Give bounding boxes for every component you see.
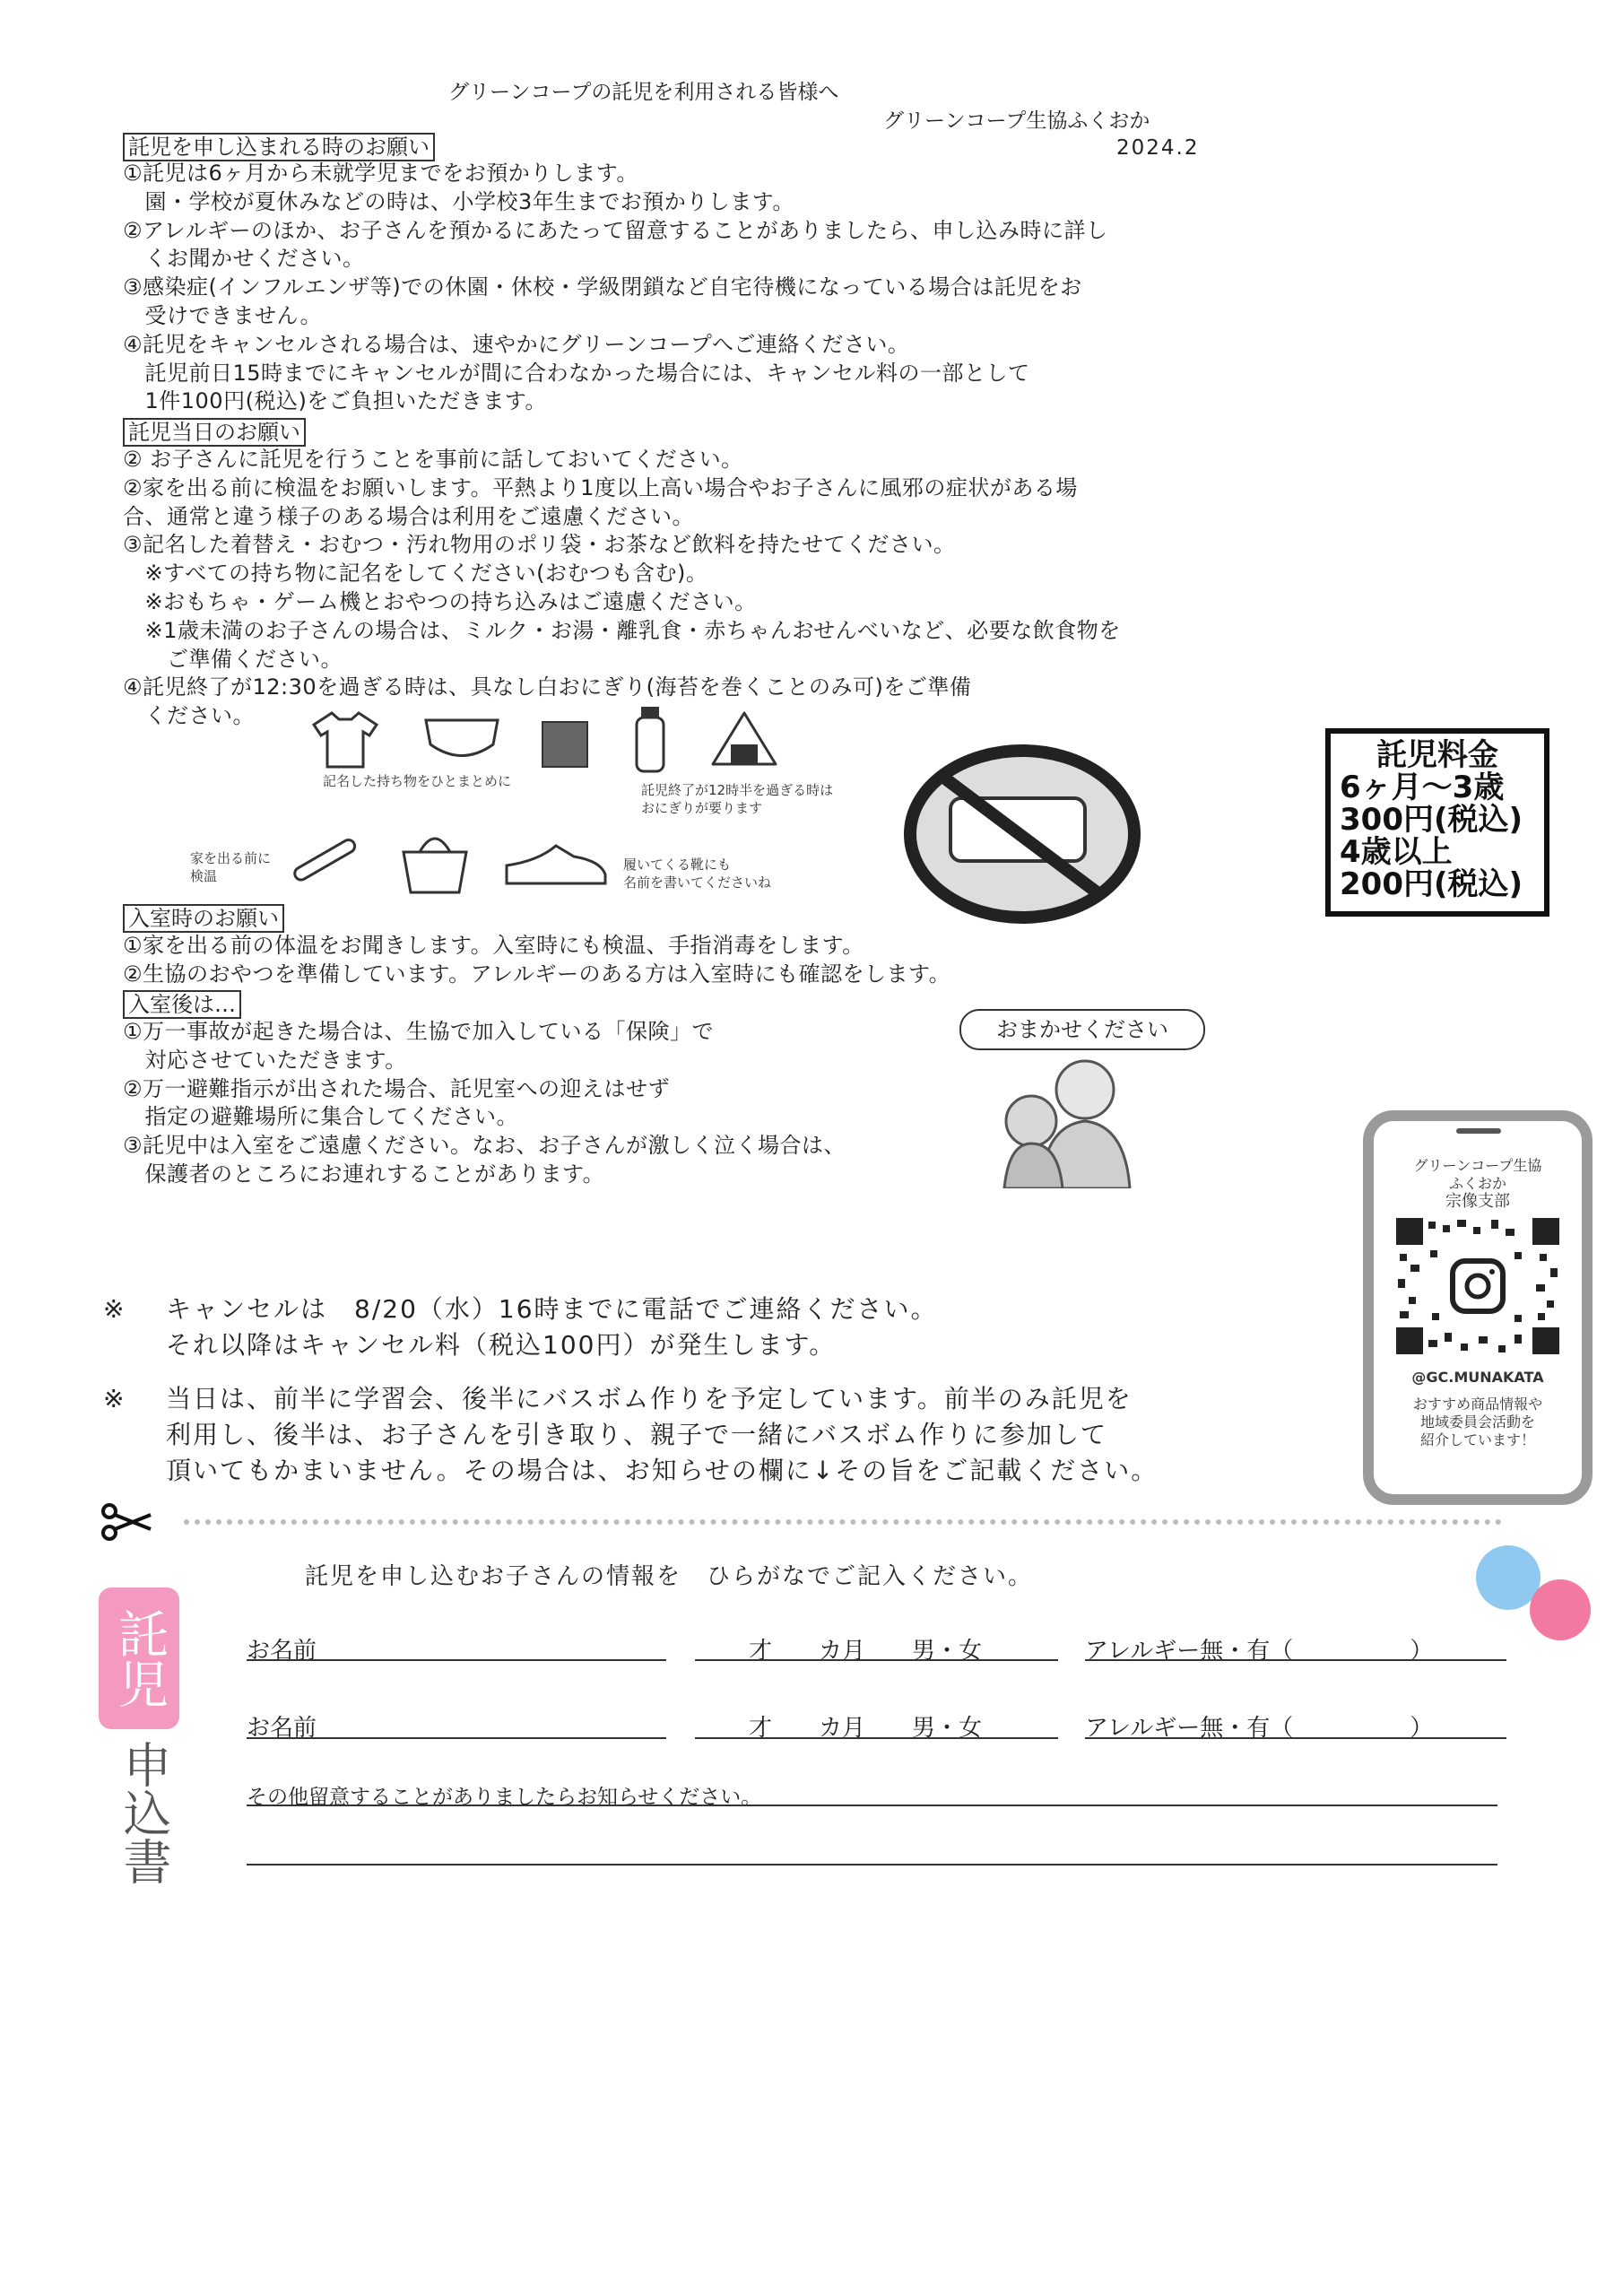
entry-line: ①家を出る前の体温をお聞きします。入室時にも検温、手指消毒をします。 <box>123 933 864 958</box>
apply-line: 1件100円(税込)をご負担いただきます。 <box>123 388 547 414</box>
apply-line: 受けできません。 <box>123 303 322 328</box>
apply-line: ①託児は6ヶ月から未就学児までをお預かりします。 <box>123 161 638 186</box>
form-side-label-pink <box>99 1587 179 1729</box>
child2-age-sex: 才 カ月 男・女 <box>749 1715 983 1742</box>
caption-bundle: 記名した持ち物をひとまとめに <box>323 773 512 789</box>
child1-name-field[interactable] <box>247 1659 666 1661</box>
clothes-icon <box>305 709 386 771</box>
child1-name-label: お名前 <box>247 1638 317 1665</box>
caption-temperature-2: 検温 <box>190 868 218 884</box>
after-line: 指定の避難場所に集合してください。 <box>123 1104 518 1130</box>
dayof-line: ご準備ください。 <box>123 646 343 672</box>
fee-title: 託児料金 <box>1376 737 1498 773</box>
child1-age-sex: 才 カ月 男・女 <box>749 1638 983 1665</box>
dayof-line: 合、通常と違う様子のある場合は利用をご遠慮ください。 <box>123 503 694 529</box>
apply-line: ④託児をキャンセルされる場合は、速やかにグリーンコープへご連絡ください。 <box>123 331 910 357</box>
dayof-line: ④託児終了が12:30を過ぎる時は、具なし白おにぎり(海苔を巻くことのみ可)をご準備 <box>123 674 972 700</box>
thermometer-icon <box>282 830 363 892</box>
decorative-balls <box>1471 1538 1596 1646</box>
child2-allergy: アレルギー無・有（ ） <box>1085 1715 1434 1742</box>
form-side-gray-text: 申込書 <box>116 1740 172 1885</box>
note-mark: ※ <box>103 1384 126 1413</box>
tote-bag-icon <box>395 825 475 897</box>
apply-line: ②アレルギーのほか、お子さんを預かるにあたって留意することがありましたら、申し込み時に詳し <box>123 217 1108 243</box>
childcare-fee-box <box>1325 728 1549 917</box>
caption-shoes-2: 名前を書いてくださいね <box>623 874 772 891</box>
caption-temperature: 家を出る前に <box>190 850 272 866</box>
apply-line: 託児前日15時までにキャンセルが間に合わなかった場合には、キャンセル料の一部として <box>123 360 1030 386</box>
caption-onigiri: 託児終了が12時半を過ぎる時は <box>641 782 834 798</box>
dayof-line: ※1歳未満のお子さんの場合は、ミルク・お湯・離乳食・赤ちゃんおせんべいなど、必要な飲食物を <box>123 617 1121 643</box>
phone-desc-3: 紹介しています！ <box>1419 1431 1535 1448</box>
phone-org-line: グリーンコープ生協 <box>1413 1157 1542 1174</box>
dayof-line: ※おもちゃ・ゲーム機とおやつの持ち込みはご遠慮ください。 <box>123 589 757 614</box>
apply-line: 園・学校が夏休みなどの時は、小学校3年生までお預かりします。 <box>123 188 794 214</box>
fee-price-1: 300円(税込) <box>1340 802 1523 838</box>
shoe-icon <box>502 839 610 892</box>
phone-org-line-2: ふくおか <box>1448 1175 1506 1192</box>
after-line: ①万一事故が起きた場合は、生協で加入している「保険」で <box>123 1019 715 1044</box>
caption-onigiri-2: おにぎりが要ります <box>641 800 763 816</box>
dayof-line: ③記名した着替え・おむつ・汚れ物用のポリ袋・お茶など飲料を持たせてください。 <box>123 532 956 558</box>
dayof-line: ※すべての持ち物に記名をしてください(おむつも含む)。 <box>123 561 708 587</box>
note-line: 頂いてもかまいません。その場合は、お知らせの欄に↓その旨をご記載ください。 <box>166 1456 1159 1485</box>
phone-speaker <box>1456 1128 1501 1134</box>
qr-code-icon <box>1393 1214 1563 1358</box>
other-notes-field-2[interactable] <box>247 1864 1497 1866</box>
apply-section-title: 託児を申し込まれる時のお願い <box>123 133 435 161</box>
note-line: 利用し、後半は、お子さんを引き取り、親子で一緒にバスボム作りに参加して <box>166 1420 1108 1449</box>
apply-line: くお聞かせください。 <box>123 246 365 272</box>
child2-name-label: お名前 <box>247 1715 317 1742</box>
dayof-line: ②家を出る前に検温をお願いします。平熱より1度以上高い場合やお子さんに風邪の症状がある場 <box>123 474 1078 500</box>
after-line: 保護者のところにお連れすることがあります。 <box>123 1161 605 1187</box>
organization-name: グリーンコープ生協ふくおか <box>883 109 1150 133</box>
scissors-icon <box>100 1502 154 1542</box>
child1-age-field[interactable] <box>695 1659 1058 1661</box>
form-side-pink-text: 託児 <box>110 1608 169 1709</box>
greeting-title: グリーンコープの託児を利用される皆様へ <box>448 81 839 104</box>
caregiver-illustration <box>977 1045 1139 1188</box>
fee-age-1: 6ヶ月〜3歳 <box>1340 770 1505 805</box>
dayof-line: ください。 <box>123 703 255 729</box>
other-notes-label: その他留意することがありましたらお知らせください。 <box>247 1786 762 1809</box>
dayof-line: ② お子さんに託児を行うことを事前に話しておいてください。 <box>123 447 743 472</box>
phone-desc-1: おすすめ商品情報や <box>1412 1396 1543 1413</box>
bubble-text: おまかせください <box>996 1017 1168 1042</box>
note-line: キャンセルは 8/20（水）16時までに電話でご連絡ください。 <box>166 1294 938 1324</box>
bag-icon <box>538 709 592 771</box>
entry-section-title: 入室時のお願い <box>123 904 284 933</box>
apply-line: ③感染症(インフルエンザ等)での休園・休校・学級閉鎖など自宅待機になっている場合は託児をお <box>123 274 1082 300</box>
after-line: ③託児中は入室をご遠慮ください。なお、お子さんが激しく泣く場合は、 <box>123 1133 846 1159</box>
form-side-label-gray <box>106 1740 172 1885</box>
diaper-icon <box>421 713 502 767</box>
instagram-phone-card <box>1363 1110 1593 1505</box>
other-notes-field-1[interactable] <box>247 1805 1497 1806</box>
note-mark: ※ <box>103 1294 126 1324</box>
child1-allergy: アレルギー無・有（ ） <box>1085 1638 1434 1665</box>
dayof-section-title: 託児当日のお願い <box>123 418 306 447</box>
child2-age-field[interactable] <box>695 1737 1058 1739</box>
after-section-title: 入室後は… <box>123 990 241 1019</box>
caption-shoes: 履いてくる靴にも <box>623 857 732 873</box>
instagram-handle: @GC.MUNAKATA <box>1411 1369 1544 1386</box>
phone-desc-2: 地域委員会活動を <box>1419 1413 1535 1431</box>
no-toys-icon <box>901 744 1143 924</box>
form-intro: 託児を申し込むお子さんの情報を ひらがなでご記入ください。 <box>305 1563 1034 1590</box>
note-line: それ以降はキャンセル料（税込100円）が発生します。 <box>166 1330 837 1360</box>
cut-line <box>184 1519 1502 1525</box>
child1-allergy-field[interactable] <box>1085 1659 1506 1661</box>
after-line: 対応させていただきます。 <box>123 1047 407 1073</box>
bottle-icon <box>628 704 673 776</box>
note-line: 当日は、前半に学習会、後半にバスボム作りを予定しています。前半のみ託児を <box>166 1384 1133 1413</box>
phone-branch: 宗像支部 <box>1445 1192 1510 1211</box>
onigiri-icon <box>708 709 780 771</box>
entry-line: ②生協のおやつを準備しています。アレルギーのある方は入室時にも確認をします。 <box>123 961 951 987</box>
child2-allergy-field[interactable] <box>1085 1737 1506 1739</box>
issue-date: 2024.2 <box>1116 136 1200 160</box>
child2-name-field[interactable] <box>247 1737 666 1739</box>
fee-price-2: 200円(税込) <box>1340 866 1523 902</box>
fee-age-2: 4歳以上 <box>1340 834 1453 870</box>
after-line: ②万一避難指示が出された場合、託児室への迎えはせず <box>123 1075 671 1101</box>
